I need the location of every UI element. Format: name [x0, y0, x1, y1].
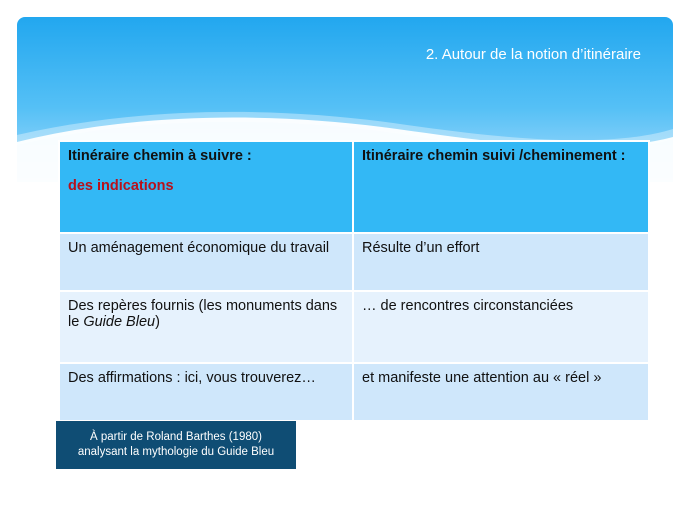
table-cell-left: Des affirmations : ici, vous trouverez…	[59, 363, 353, 421]
source-caption-line1: À partir de Roland Barthes (1980)	[90, 431, 262, 443]
source-caption-line2: analysant la mythologie du Guide Bleu	[77, 446, 275, 458]
cell-text-italic: Guide Bleu	[83, 314, 156, 330]
table-row	[59, 363, 649, 421]
table-cell-left: Un aménagement économique du travail	[59, 233, 353, 291]
cell-text-prefix: Des repères fournis (les monuments dans le	[68, 298, 338, 330]
comparison-table	[58, 140, 650, 422]
slide-title: 2. Autour de la notion d’itinéraire	[425, 46, 641, 63]
header-cell-left	[59, 141, 353, 233]
header-left-subtitle: des indications	[68, 178, 174, 194]
table-row	[59, 291, 649, 363]
header-cell-right	[353, 141, 649, 233]
table-cell-right: … de rencontres circonstanciées	[353, 291, 649, 363]
source-caption-box	[56, 421, 296, 469]
table-cell-right: Résulte d’un effort	[353, 233, 649, 291]
header-left-title: Itinéraire chemin à suivre :	[68, 148, 252, 164]
header-right-title: Itinéraire chemin suivi /cheminement :	[362, 148, 626, 164]
table-cell-right: et manifeste une attention au « réel »	[353, 363, 649, 421]
table-row	[59, 233, 649, 291]
table-cell-left	[59, 291, 353, 363]
cell-text-suffix: )	[155, 314, 160, 330]
table-header-row	[59, 141, 649, 233]
